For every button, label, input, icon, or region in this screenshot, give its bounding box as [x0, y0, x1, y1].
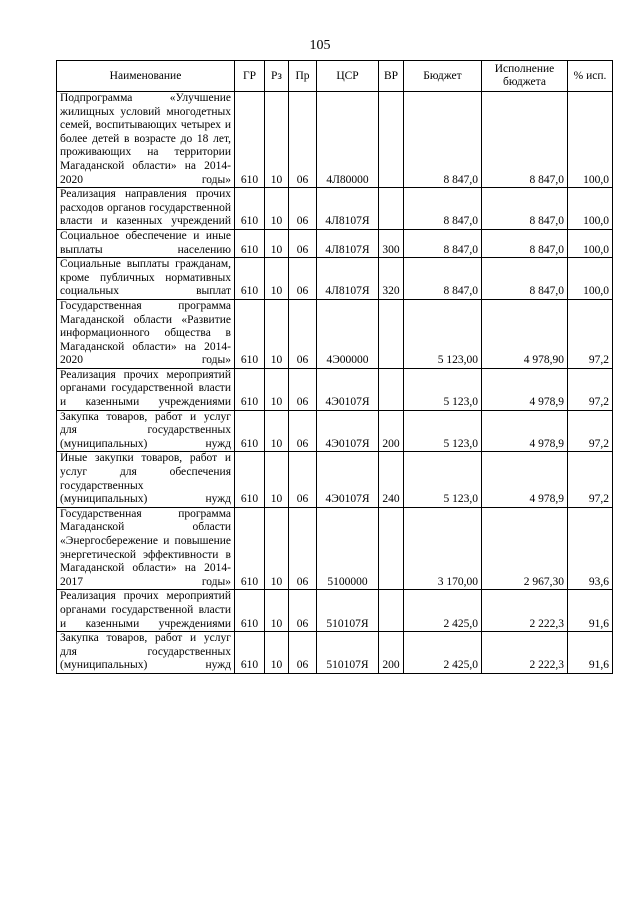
header-execution: Исполнение бюджета — [482, 61, 568, 92]
row-execution: 8 847,0 — [482, 229, 568, 257]
budget-table — [56, 60, 613, 674]
row-vr — [379, 92, 404, 188]
row-name: Реализация прочих мероприятий органами государственной власти и казенными учреждениями — [57, 368, 235, 410]
row-vr — [379, 368, 404, 410]
table-row — [57, 452, 613, 507]
row-csr: 4Э00000 — [317, 299, 379, 368]
row-name: Подпрограмма «Улучшение жилищных условий многодетных семей, воспитывающих четырех и более детей в возрасте до 18 лет, проживающих на территории Магаданской области» на 2014-2020 годы» — [57, 92, 235, 188]
row-pr: 06 — [289, 258, 317, 300]
row-pr: 06 — [289, 507, 317, 590]
row-csr: 510107Я — [317, 632, 379, 674]
header-pr: Пр — [289, 61, 317, 92]
table-row — [57, 258, 613, 300]
row-budget: 8 847,0 — [404, 229, 482, 257]
row-budget: 5 123,0 — [404, 452, 482, 507]
row-execution: 4 978,9 — [482, 368, 568, 410]
row-rz: 10 — [265, 258, 289, 300]
row-vr: 300 — [379, 229, 404, 257]
row-csr: 4Э0107Я — [317, 452, 379, 507]
row-percent: 97,2 — [568, 299, 613, 368]
table-row — [57, 507, 613, 590]
row-gr: 610 — [235, 258, 265, 300]
row-csr: 5100000 — [317, 507, 379, 590]
header-vr: ВР — [379, 61, 404, 92]
row-percent: 100,0 — [568, 188, 613, 230]
table-row — [57, 368, 613, 410]
row-execution: 2 222,3 — [482, 632, 568, 674]
row-csr: 4Э0107Я — [317, 368, 379, 410]
row-csr: 510107Я — [317, 590, 379, 632]
row-pr: 06 — [289, 92, 317, 188]
header-gr: ГР — [235, 61, 265, 92]
row-pr: 06 — [289, 590, 317, 632]
row-percent: 100,0 — [568, 92, 613, 188]
row-csr: 4Э0107Я — [317, 410, 379, 452]
row-rz: 10 — [265, 368, 289, 410]
row-percent: 100,0 — [568, 229, 613, 257]
row-vr — [379, 188, 404, 230]
header-percent: % исп. — [568, 61, 613, 92]
row-gr: 610 — [235, 188, 265, 230]
row-pr: 06 — [289, 410, 317, 452]
row-percent: 97,2 — [568, 452, 613, 507]
row-budget: 3 170,00 — [404, 507, 482, 590]
row-pr: 06 — [289, 452, 317, 507]
row-pr: 06 — [289, 632, 317, 674]
table-row — [57, 410, 613, 452]
row-percent: 100,0 — [568, 258, 613, 300]
row-rz: 10 — [265, 229, 289, 257]
row-budget: 8 847,0 — [404, 188, 482, 230]
row-gr: 610 — [235, 632, 265, 674]
row-gr: 610 — [235, 452, 265, 507]
row-execution: 4 978,9 — [482, 410, 568, 452]
row-percent: 91,6 — [568, 590, 613, 632]
row-vr — [379, 590, 404, 632]
row-csr: 4Л8107Я — [317, 258, 379, 300]
row-rz: 10 — [265, 632, 289, 674]
row-percent: 97,2 — [568, 368, 613, 410]
row-csr: 4Л8107Я — [317, 229, 379, 257]
header-csr: ЦСР — [317, 61, 379, 92]
row-rz: 10 — [265, 507, 289, 590]
row-gr: 610 — [235, 507, 265, 590]
row-execution: 2 967,30 — [482, 507, 568, 590]
row-pr: 06 — [289, 368, 317, 410]
table-body — [57, 92, 613, 674]
header-budget: Бюджет — [404, 61, 482, 92]
row-budget: 2 425,0 — [404, 590, 482, 632]
row-percent: 97,2 — [568, 410, 613, 452]
row-name: Социальное обеспечение и иные выплаты населению — [57, 229, 235, 257]
row-vr: 240 — [379, 452, 404, 507]
row-execution: 8 847,0 — [482, 258, 568, 300]
row-budget: 5 123,0 — [404, 368, 482, 410]
page-number: 105 — [309, 38, 331, 53]
row-gr: 610 — [235, 299, 265, 368]
header-name: Наименование — [57, 61, 235, 92]
row-rz: 10 — [265, 590, 289, 632]
row-vr: 200 — [379, 632, 404, 674]
table-row — [57, 188, 613, 230]
table-row — [57, 299, 613, 368]
row-gr: 610 — [235, 590, 265, 632]
row-budget: 8 847,0 — [404, 92, 482, 188]
row-percent: 93,6 — [568, 507, 613, 590]
row-csr: 4Л80000 — [317, 92, 379, 188]
row-budget: 8 847,0 — [404, 258, 482, 300]
row-execution: 2 222,3 — [482, 590, 568, 632]
row-execution: 4 978,9 — [482, 452, 568, 507]
row-rz: 10 — [265, 410, 289, 452]
row-name: Иные закупки товаров, работ и услуг для обеспечения государственных (муниципальных) нужд — [57, 452, 235, 507]
row-gr: 610 — [235, 368, 265, 410]
row-rz: 10 — [265, 92, 289, 188]
row-name: Социальные выплаты гражданам, кроме публичных нормативных социальных выплат — [57, 258, 235, 300]
row-pr: 06 — [289, 188, 317, 230]
row-vr: 200 — [379, 410, 404, 452]
row-vr: 320 — [379, 258, 404, 300]
row-name: Закупка товаров, работ и услуг для государственных (муниципальных) нужд — [57, 410, 235, 452]
row-execution: 4 978,90 — [482, 299, 568, 368]
row-name: Государственная программа Магаданской области «Развитие информационного общества в Магаданской области» на 2014-2020 годы» — [57, 299, 235, 368]
header-row — [57, 61, 613, 92]
row-gr: 610 — [235, 229, 265, 257]
table-row — [57, 92, 613, 188]
row-name: Закупка товаров, работ и услуг для государственных (муниципальных) нужд — [57, 632, 235, 674]
row-name: Реализация прочих мероприятий органами государственной власти и казенными учреждениями — [57, 590, 235, 632]
table-row — [57, 229, 613, 257]
row-budget: 5 123,0 — [404, 410, 482, 452]
row-vr — [379, 299, 404, 368]
row-csr: 4Л8107Я — [317, 188, 379, 230]
row-rz: 10 — [265, 188, 289, 230]
row-execution: 8 847,0 — [482, 92, 568, 188]
row-vr — [379, 507, 404, 590]
row-gr: 610 — [235, 410, 265, 452]
row-budget: 5 123,00 — [404, 299, 482, 368]
header-rz: Рз — [265, 61, 289, 92]
row-pr: 06 — [289, 299, 317, 368]
table-header — [57, 61, 613, 92]
row-budget: 2 425,0 — [404, 632, 482, 674]
row-execution: 8 847,0 — [482, 188, 568, 230]
row-name: Государственная программа Магаданской области «Энергосбережение и повышение энергетической эффективности в Магаданской области» на 2014-2017 годы» — [57, 507, 235, 590]
row-rz: 10 — [265, 452, 289, 507]
row-percent: 91,6 — [568, 632, 613, 674]
table-row — [57, 590, 613, 632]
row-rz: 10 — [265, 299, 289, 368]
row-name: Реализация направления прочих расходов органов государственной власти и казенных учреждений — [57, 188, 235, 230]
row-pr: 06 — [289, 229, 317, 257]
table-row — [57, 632, 613, 674]
row-gr: 610 — [235, 92, 265, 188]
